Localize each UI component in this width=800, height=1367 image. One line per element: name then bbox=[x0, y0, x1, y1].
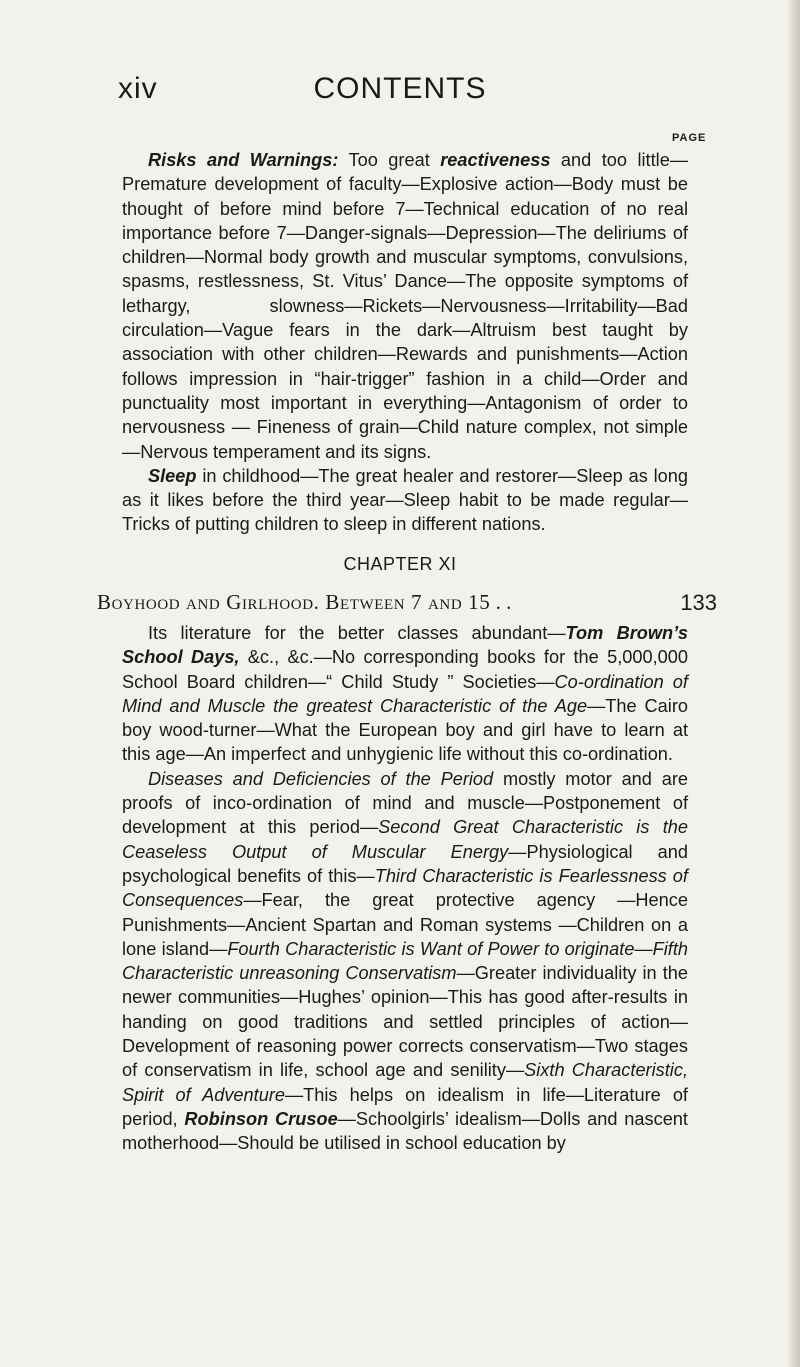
chapter-heading: CHAPTER XI bbox=[343, 554, 457, 574]
text-run: in childhood—The great healer and restorer—Sleep as long as it likes before the third year—Sleep habit to be made regular—Tricks of putting children to sleep in different nations. bbox=[122, 465, 688, 535]
summary-paragraph-literature bbox=[122, 621, 688, 767]
text-run: —This helps on idealism in life—Literature of period, bbox=[122, 1084, 688, 1129]
italic-heading: Third Characteristic is Fearlessness of Consequences bbox=[122, 865, 688, 911]
previous-chapter-summary bbox=[122, 148, 688, 537]
text-run: mostly motor and are proofs of inco-ordination of mind and muscle—Postponement of development at this period— bbox=[122, 768, 688, 838]
toc-leader: . . bbox=[490, 590, 512, 614]
text-run: Its literature for the better classes abundant— bbox=[148, 623, 566, 643]
italic-term: reactiveness bbox=[440, 150, 551, 170]
text-run: Too great bbox=[338, 150, 441, 170]
italic-heading: Diseases and Deficiencies of the Period bbox=[148, 768, 494, 789]
summary-paragraph-sleep bbox=[122, 464, 688, 537]
italic-heading: Fifth Characteristic unreasoning Conservatism bbox=[122, 938, 688, 984]
toc-page-number: 133 bbox=[680, 590, 717, 615]
text-run: &c., &c.—No corresponding books for the 5,000,000 School Board children—“ Child Study ” Societies— bbox=[122, 647, 688, 692]
text-run: — bbox=[634, 938, 653, 959]
summary-paragraph-risks bbox=[122, 148, 688, 464]
page-edge-shadow bbox=[786, 0, 800, 1367]
italic-title: Robinson Crusoe bbox=[184, 1108, 338, 1129]
summary-paragraph-diseases bbox=[122, 767, 688, 1156]
italic-heading: Fourth Characteristic is Want of Power to originate bbox=[227, 938, 635, 959]
chapter-summary bbox=[122, 621, 688, 1156]
italic-heading: Second Great Characteristic is the Ceaseless Output of Muscular Energy bbox=[122, 817, 688, 862]
italic-heading: Co-ordination of Mind and Muscle the greatest Characteristic of the Age bbox=[122, 671, 688, 716]
toc-entry bbox=[97, 590, 717, 616]
page-folio: xiv bbox=[118, 72, 158, 105]
page-header bbox=[0, 72, 800, 112]
text-run: and too little—Premature development of faculty—Explosive action—Body must be thought of before mind before 7—Technical education of no real importance before 7—Danger-signals—Depression—The deliriums of children—Normal body growth and muscular symptoms, convulsions, spasms, restlessness, St. Vitus’ Dance—The opposite symptoms of lethargy, slowness—Rickets—Nervousness—Irritability—Bad circulation—Vague fears in the dark—Altruism best taught by association with other children—Rewards and punishments—Action follows impression in “hair-trigger” fashion in a child—Order and punctuality most important in everything—Antagonism of order to nervousness — Fineness of grain—Child nature complex, not simple—Nervous temperament and its signs. bbox=[122, 150, 689, 462]
text-run: —Schoolgirls’ idealism—Dolls and nascent motherhood—Should be utilised in school education by bbox=[122, 1108, 688, 1154]
toc-entry-title: Boyhood and Girlhood. Between 7 and 15 bbox=[97, 590, 491, 614]
page-column-label: PAGE bbox=[672, 132, 707, 144]
text-run: —Fear, the great protective agency —Hence Punishments—Ancient Spartan and Roman systems —Children on a lone island— bbox=[122, 890, 688, 959]
running-title: CONTENTS bbox=[313, 72, 487, 105]
italic-heading: Sleep bbox=[148, 465, 197, 486]
text-run: —Greater individuality in the newer communities—Hughes’ opinion—This has good after-results in handing on good traditions and settled principles of action—Development of reasoning power corrects conservatism—Two stages of conservatism in life, school age and senility— bbox=[122, 963, 688, 1081]
italic-heading: Sixth Characteristic, Spirit of Adventure bbox=[122, 1060, 688, 1105]
text-run: —Physiological and psychological benefits of this— bbox=[122, 841, 688, 886]
text-run: —The Cairo boy wood-turner—What the European boy and girl have to learn at this age—An imperfect and unhygienic life without this co-ordination. bbox=[122, 695, 688, 765]
italic-title: Tom Brown’s School Days, bbox=[122, 623, 688, 668]
italic-heading: Risks and Warnings: bbox=[148, 150, 339, 170]
